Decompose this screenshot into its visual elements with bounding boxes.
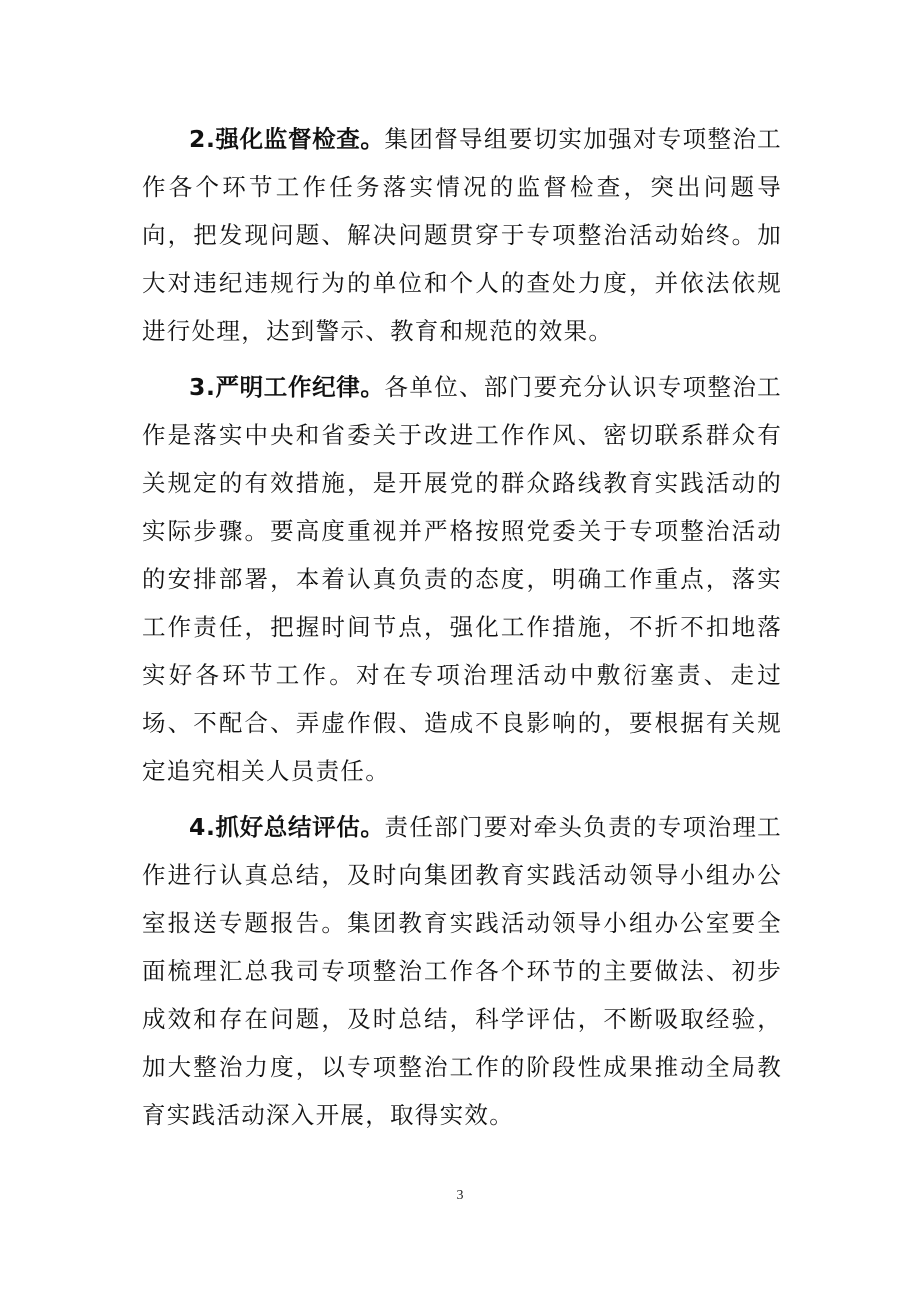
paragraph-summary-evaluation	[142, 803, 782, 1139]
paragraph-text: 责任部门要对牵头负责的专项治理工作进行认真总结，及时向集团教育实践活动领导小组办公室报送专题报告。集团教育实践活动领导小组办公室要全面梳理汇总我司专项整治工作各个环节的主要做法、初步成效和存在问题，及时总结，科学评估，不断吸取经验，加大整治力度，以专项整治工作的阶段性成果推动全局教育实践活动深入开展，取得实效。	[142, 813, 782, 1129]
page-number: 3	[456, 1188, 464, 1203]
paragraph-work-discipline	[142, 363, 782, 795]
document-body	[142, 115, 782, 1139]
paragraph-heading: 3.严明工作纪律。	[189, 373, 385, 401]
paragraph-heading: 2.强化监督检查。	[189, 125, 385, 153]
paragraph-text: 集团督导组要切实加强对专项整治工作各个环节工作任务落实情况的监督检查，突出问题导向，把发现问题、解决问题贯穿于专项整治活动始终。加大对违纪违规行为的单位和个人的查处力度，并依法依规进行处理，达到警示、教育和规范的效果。	[142, 125, 782, 345]
paragraph-heading: 4.抓好总结评估。	[189, 813, 385, 841]
paragraph-supervision-inspection	[142, 115, 782, 355]
paragraph-text: 各单位、部门要充分认识专项整治工作是落实中央和省委关于改进工作作风、密切联系群众有关规定的有效措施，是开展党的群众路线教育实践活动的实际步骤。要高度重视并严格按照党委关于专项整治活动的安排部署，本着认真负责的态度，明确工作重点，落实工作责任，把握时间节点，强化工作措施，不折不扣地落实好各环节工作。对在专项治理活动中敷衍塞责、走过场、不配合、弄虚作假、造成不良影响的，要根据有关规定追究相关人员责任。	[142, 373, 782, 785]
